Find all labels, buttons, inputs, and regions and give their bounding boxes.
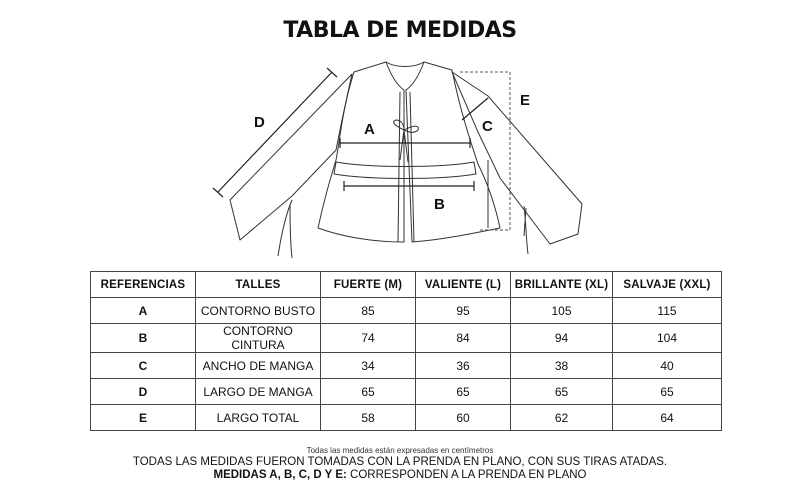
label-b: B <box>434 196 445 213</box>
table-header-row <box>91 272 722 298</box>
cell-value: 36 <box>416 353 511 379</box>
table-row <box>91 353 722 379</box>
letters-note-text: CORRESPONDEN A LA PRENDA EN PLANO <box>346 469 587 481</box>
cell-value: 40 <box>613 353 722 379</box>
cell-value: 104 <box>613 324 722 353</box>
row-measure-name: LARGO DE MANGA <box>196 379 321 405</box>
label-d: D <box>254 114 265 131</box>
right-sleeve <box>452 72 582 244</box>
measure-d-line <box>218 72 332 192</box>
measure-c-line <box>462 98 488 120</box>
row-reference: E <box>91 405 196 431</box>
left-front-panel <box>318 62 404 242</box>
cell-value: 65 <box>613 379 722 405</box>
header-referencias: REFERENCIAS <box>91 272 196 298</box>
left-sleeve <box>230 74 352 240</box>
cell-value: 84 <box>416 324 511 353</box>
size-table <box>90 271 722 431</box>
cell-value: 65 <box>321 379 416 405</box>
flat-measure-note: TODAS LAS MEDIDAS FUERON TOMADAS CON LA PRENDA EN PLANO, CON SUS TIRAS ATADAS. <box>132 456 668 468</box>
row-reference: B <box>91 324 196 353</box>
cell-value: 60 <box>416 405 511 431</box>
cell-value: 105 <box>511 298 613 324</box>
table-row <box>91 324 722 353</box>
cell-value: 85 <box>321 298 416 324</box>
cell-value: 65 <box>416 379 511 405</box>
label-c: C <box>482 118 493 135</box>
left-cuff-tie <box>278 200 292 258</box>
jacket-illustration <box>200 58 600 268</box>
cell-value: 58 <box>321 405 416 431</box>
cell-value: 62 <box>511 405 613 431</box>
row-measure-name: CONTORNO CINTURA <box>196 324 321 353</box>
header-brillante: BRILLANTE (XL) <box>511 272 613 298</box>
label-a: A <box>364 121 375 138</box>
cell-value: 95 <box>416 298 511 324</box>
footer-notes <box>0 445 800 482</box>
row-reference: A <box>91 298 196 324</box>
header-salvaje: SALVAJE (XXL) <box>613 272 722 298</box>
cell-value: 64 <box>613 405 722 431</box>
row-reference: D <box>91 379 196 405</box>
cell-value: 38 <box>511 353 613 379</box>
table-row <box>91 405 722 431</box>
table-row <box>91 298 722 324</box>
label-e: E <box>520 92 531 109</box>
row-measure-name: CONTORNO BUSTO <box>196 298 321 324</box>
header-valiente: VALIENTE (L) <box>416 272 511 298</box>
row-measure-name: ANCHO DE MANGA <box>196 353 321 379</box>
letters-note-bold: MEDIDAS A, B, C, D Y E: <box>213 469 347 481</box>
waistband <box>334 162 476 179</box>
row-measure-name: LARGO TOTAL <box>196 405 321 431</box>
cell-value: 74 <box>321 324 416 353</box>
cell-value: 34 <box>321 353 416 379</box>
header-fuerte: FUERTE (M) <box>321 272 416 298</box>
cell-value: 65 <box>511 379 613 405</box>
measure-e-line <box>460 72 510 230</box>
row-reference: C <box>91 353 196 379</box>
right-front-panel <box>406 62 500 242</box>
table-row <box>91 379 722 405</box>
header-talles: TALLES <box>196 272 321 298</box>
units-note: Todas las medidas están expresadas en centímetros <box>306 446 494 455</box>
cell-value: 115 <box>613 298 722 324</box>
letters-note <box>0 469 800 482</box>
page-title: TABLA DE MEDIDAS <box>283 18 517 43</box>
cell-value: 94 <box>511 324 613 353</box>
